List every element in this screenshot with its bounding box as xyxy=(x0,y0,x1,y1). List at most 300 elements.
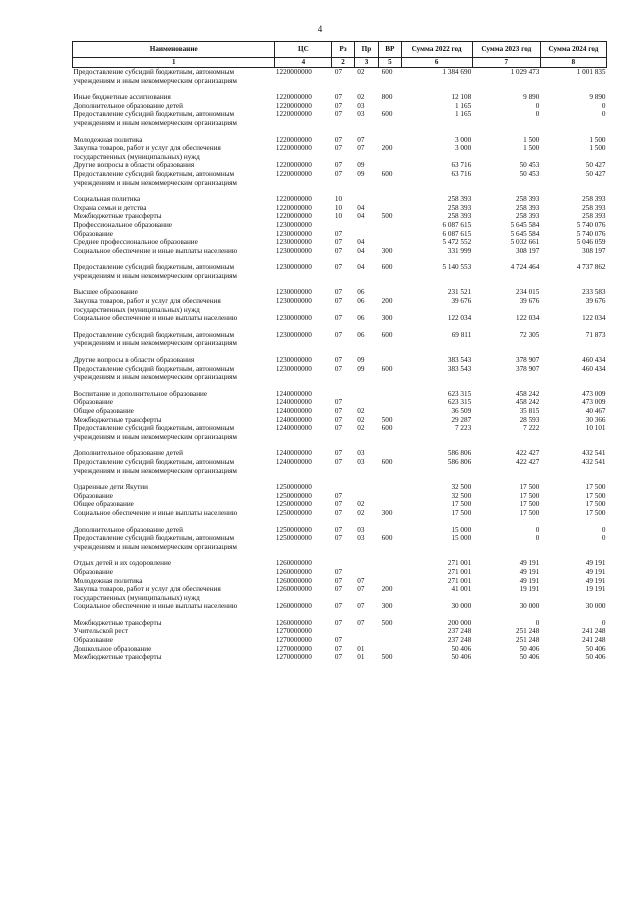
row-rz: 07 xyxy=(334,491,343,500)
row-sum-2024: 0 xyxy=(601,525,606,534)
row-vr: 600 xyxy=(381,169,393,178)
row-sum-2024: 258 393 xyxy=(582,195,606,204)
row-sum-2023: 50 453 xyxy=(519,169,540,178)
row-name: Предоставление субсидий бюджетным, автономным учреждениям и иным некоммерческим организациям xyxy=(73,263,237,280)
row-cs: 1220000000 xyxy=(275,135,312,144)
row-vr: 200 xyxy=(381,144,393,153)
row-rz: 07 xyxy=(334,449,343,458)
row-rz: 07 xyxy=(334,415,343,424)
row-name: Предоставление субсидий бюджетным, автономным учреждениям и иным некоммерческим организациям xyxy=(73,364,237,382)
row-cs: 1220000000 xyxy=(275,169,312,178)
row-cs: 1230000000 xyxy=(275,330,312,339)
row-cs: 1260000000 xyxy=(275,559,312,568)
row-pr xyxy=(354,195,378,204)
row-vr: 600 xyxy=(381,424,393,433)
row-sum-2024: 39 676 xyxy=(585,297,606,306)
row-sum-2022: 32 500 xyxy=(451,483,472,492)
row-rz: 10 xyxy=(334,195,343,204)
row-sum-2022: 1 384 690 xyxy=(442,68,472,76)
row-cs: 1240000000 xyxy=(275,424,312,433)
row-vr xyxy=(379,627,401,636)
row-vr: 600 xyxy=(381,330,393,339)
header-num: 7 xyxy=(472,58,540,68)
spacer-row xyxy=(73,475,607,483)
table-row xyxy=(73,568,607,577)
row-sum-2023: 5 032 661 xyxy=(510,238,540,247)
row-sum-2022: 623 315 xyxy=(447,389,472,398)
row-pr: 02 xyxy=(357,415,365,424)
row-name: Предоставление субсидий бюджетным, автономным учреждениям и иным некоммерческим организациям xyxy=(73,110,237,127)
row-sum-2024: 50 406 xyxy=(585,644,606,653)
row-pr: 06 xyxy=(357,314,365,323)
table-row xyxy=(73,645,607,654)
table-row xyxy=(73,102,607,111)
table-row xyxy=(73,500,607,509)
spacer-row xyxy=(73,187,607,195)
row-sum-2023: 251 248 xyxy=(515,627,540,636)
row-sum-2022: 6 087 615 xyxy=(442,220,472,229)
row-vr xyxy=(379,102,401,111)
row-rz: 07 xyxy=(334,534,343,543)
row-rz: 07 xyxy=(334,238,343,247)
row-cs: 1240000000 xyxy=(275,457,312,466)
row-vr xyxy=(379,161,401,170)
row-sum-2023: 0 xyxy=(535,101,540,110)
table-row xyxy=(73,509,607,518)
row-sum-2024: 1 001 835 xyxy=(576,68,606,76)
spacer-row xyxy=(73,323,607,331)
row-rz: 07 xyxy=(334,68,343,76)
row-sum-2023: 378 907 xyxy=(515,364,540,373)
row-sum-2022: 5 472 552 xyxy=(442,238,472,247)
row-rz: 07 xyxy=(334,229,343,238)
row-pr: 09 xyxy=(357,356,365,365)
row-vr: 600 xyxy=(381,68,393,76)
row-cs: 1240000000 xyxy=(275,415,312,424)
row-sum-2024: 50 427 xyxy=(585,161,606,170)
header-sum-2024: Сумма 2024 год xyxy=(540,42,606,58)
row-vr: 800 xyxy=(381,93,393,102)
row-vr xyxy=(379,398,401,407)
row-pr: 07 xyxy=(357,144,365,153)
row-name: Предоставление субсидий бюджетным, автономным учреждениям и иным некоммерческим организациям xyxy=(73,68,237,85)
row-sum-2024: 460 434 xyxy=(582,364,606,373)
row-cs: 1260000000 xyxy=(275,567,312,576)
row-sum-2023: 49 191 xyxy=(519,576,540,585)
table-body xyxy=(73,68,607,662)
row-sum-2023: 0 xyxy=(535,618,540,627)
row-sum-2024: 50 406 xyxy=(585,653,606,662)
row-sum-2024: 10 101 xyxy=(585,424,606,433)
row-vr xyxy=(379,238,401,247)
row-vr xyxy=(379,221,401,230)
row-vr xyxy=(379,230,401,239)
row-vr: 600 xyxy=(381,263,393,272)
row-sum-2022: 122 034 xyxy=(447,314,472,323)
row-rz: 07 xyxy=(334,424,343,433)
row-pr: 04 xyxy=(357,238,365,247)
spacer-cell xyxy=(73,348,607,356)
table-row xyxy=(73,297,607,314)
row-name: Предоставление субсидий бюджетным, автономным учреждениям и иным некоммерческим организациям xyxy=(73,424,237,441)
row-pr: 03 xyxy=(357,449,365,458)
row-pr: 09 xyxy=(357,169,365,178)
table-row xyxy=(73,68,607,86)
spacer-cell xyxy=(73,611,607,619)
row-pr: 07 xyxy=(357,618,365,627)
row-cs: 1220000000 xyxy=(275,68,312,76)
spacer-cell xyxy=(73,475,607,483)
row-sum-2022: 36 509 xyxy=(451,407,472,415)
spacer-cell xyxy=(73,85,607,93)
spacer-cell xyxy=(73,187,607,195)
table-row xyxy=(73,110,607,127)
row-sum-2024: 49 191 xyxy=(585,567,606,576)
table-row xyxy=(73,585,607,602)
row-name: Закупка товаров, работ и услуг для обеспечения государственных (муниципальных) нужд xyxy=(73,297,221,314)
row-pr xyxy=(354,568,378,577)
row-rz: 07 xyxy=(334,644,343,653)
row-name: Закупка товаров, работ и услуг для обеспечения государственных (муниципальных) нужд xyxy=(73,144,221,161)
row-cs: 1260000000 xyxy=(275,585,312,594)
row-rz: 10 xyxy=(334,212,343,221)
row-pr: 04 xyxy=(357,263,365,272)
row-cs: 1220000000 xyxy=(275,101,312,110)
row-cs: 1240000000 xyxy=(275,389,312,398)
row-sum-2022: 271 001 xyxy=(447,567,472,576)
row-sum-2024: 4 737 862 xyxy=(576,263,606,272)
spacer-row xyxy=(73,441,607,449)
row-rz: 07 xyxy=(334,618,343,627)
table-row xyxy=(73,424,607,441)
spacer-cell xyxy=(73,323,607,331)
row-sum-2022: 69 811 xyxy=(451,330,472,339)
header-vr: ВР xyxy=(379,42,401,58)
row-name: Социальное обеспечение и иные выплаты населению xyxy=(73,246,238,255)
row-cs: 1230000000 xyxy=(275,288,312,297)
row-sum-2022: 1 165 xyxy=(455,101,472,110)
row-name: Воспитание и дополнительное образование xyxy=(73,389,208,398)
header-num: 3 xyxy=(354,58,378,68)
row-pr: 03 xyxy=(357,525,365,534)
row-sum-2024: 258 393 xyxy=(582,203,606,212)
row-rz: 07 xyxy=(334,135,343,144)
row-sum-2022: 586 806 xyxy=(447,449,472,458)
row-cs: 1230000000 xyxy=(275,238,312,247)
row-sum-2022: 258 393 xyxy=(447,212,472,221)
row-name: Межбюджетные трансферты xyxy=(73,653,162,662)
row-pr: 02 xyxy=(357,68,365,76)
header-pr: Пр xyxy=(354,42,378,58)
row-sum-2023: 1 029 473 xyxy=(510,68,540,76)
row-vr: 600 xyxy=(381,364,393,373)
row-name: Межбюджетные трансферты xyxy=(73,415,162,424)
spacer-row xyxy=(73,611,607,619)
row-pr: 03 xyxy=(357,534,365,543)
spacer-cell xyxy=(73,255,607,263)
table-row xyxy=(73,577,607,586)
row-rz: 07 xyxy=(334,398,343,407)
row-vr xyxy=(379,390,401,399)
row-pr: 01 xyxy=(357,653,365,662)
row-name: Дошкольное образование xyxy=(73,644,152,653)
row-rz: 07 xyxy=(334,314,343,323)
row-sum-2022: 258 393 xyxy=(447,203,472,212)
row-sum-2023: 234 015 xyxy=(515,288,540,297)
spacer-row xyxy=(73,128,607,136)
row-name: Дополнительное образование детей xyxy=(73,449,183,458)
row-sum-2023: 1 500 xyxy=(523,144,540,153)
row-rz: 07 xyxy=(334,288,343,297)
row-pr: 07 xyxy=(357,585,365,594)
row-sum-2024: 5 740 076 xyxy=(576,229,606,238)
row-sum-2024: 17 500 xyxy=(585,491,606,500)
table-row xyxy=(73,390,607,399)
row-sum-2024: 17 500 xyxy=(585,500,606,509)
row-vr xyxy=(379,500,401,509)
spacer-row xyxy=(73,85,607,93)
header-sum-2023: Сумма 2023 год xyxy=(472,42,540,58)
row-vr xyxy=(379,136,401,145)
row-sum-2023: 19 191 xyxy=(519,585,540,594)
row-sum-2022: 231 521 xyxy=(447,288,472,297)
spacer-row xyxy=(73,255,607,263)
row-cs: 1220000000 xyxy=(275,110,312,119)
row-sum-2023: 5 645 584 xyxy=(510,229,540,238)
row-cs: 1230000000 xyxy=(275,297,312,306)
row-sum-2024: 0 xyxy=(601,110,606,119)
row-sum-2023: 258 393 xyxy=(515,203,540,212)
spacer-row xyxy=(73,382,607,390)
row-pr: 02 xyxy=(357,407,365,415)
row-name: Учительской рест xyxy=(73,627,129,636)
table-row xyxy=(73,416,607,425)
row-vr xyxy=(379,407,401,416)
row-rz xyxy=(332,221,354,230)
row-sum-2022: 1 165 xyxy=(455,110,472,119)
row-sum-2022: 5 140 553 xyxy=(442,263,472,272)
row-sum-2022: 237 248 xyxy=(447,627,472,636)
row-rz: 07 xyxy=(334,263,343,272)
table-row xyxy=(73,653,607,662)
row-vr xyxy=(379,568,401,577)
row-pr: 07 xyxy=(357,576,365,585)
header-num: 4 xyxy=(275,58,332,68)
spacer-cell xyxy=(73,518,607,526)
row-sum-2022: 17 500 xyxy=(451,508,472,517)
row-pr: 06 xyxy=(357,330,365,339)
row-sum-2023: 258 393 xyxy=(515,195,540,204)
row-sum-2024: 19 191 xyxy=(585,585,606,594)
spacer-cell xyxy=(73,441,607,449)
row-sum-2023: 50 406 xyxy=(519,653,540,662)
row-vr: 500 xyxy=(381,212,393,221)
row-name: Дополнительное образование детей xyxy=(73,101,183,110)
row-sum-2024: 71 873 xyxy=(585,330,606,339)
row-sum-2024: 49 191 xyxy=(585,576,606,585)
row-rz: 07 xyxy=(334,636,343,645)
row-sum-2024: 308 197 xyxy=(582,246,606,255)
row-pr xyxy=(354,221,378,230)
row-pr xyxy=(354,627,378,636)
row-cs: 1220000000 xyxy=(275,212,312,221)
row-sum-2024: 241 248 xyxy=(582,636,606,645)
row-vr: 600 xyxy=(381,534,393,543)
row-vr xyxy=(379,483,401,492)
row-sum-2023: 50 453 xyxy=(519,161,540,170)
row-rz: 07 xyxy=(334,330,343,339)
table-row xyxy=(73,288,607,297)
row-cs: 1250000000 xyxy=(275,500,312,509)
table-row xyxy=(73,534,607,551)
row-sum-2023: 0 xyxy=(535,525,540,534)
row-pr: 02 xyxy=(357,93,365,102)
table-row xyxy=(73,144,607,161)
row-sum-2023: 0 xyxy=(535,534,540,543)
row-pr: 07 xyxy=(357,602,365,611)
row-rz: 07 xyxy=(334,653,343,662)
row-rz: 07 xyxy=(334,110,343,119)
row-sum-2024: 258 393 xyxy=(582,212,606,221)
row-cs: 1230000000 xyxy=(275,220,312,229)
row-sum-2022: 3 000 xyxy=(455,144,472,153)
row-vr: 200 xyxy=(381,585,393,594)
row-name: Высшее образование xyxy=(73,288,138,297)
table-row xyxy=(73,331,607,348)
row-vr xyxy=(379,492,401,501)
row-pr: 04 xyxy=(357,212,365,221)
table-row xyxy=(73,314,607,323)
spacer-row xyxy=(73,280,607,288)
table-row xyxy=(73,636,607,645)
row-pr: 01 xyxy=(357,644,365,653)
row-vr: 300 xyxy=(381,602,393,611)
table-row xyxy=(73,559,607,568)
row-sum-2023: 17 500 xyxy=(519,483,540,492)
row-sum-2024: 50 427 xyxy=(585,169,606,178)
row-sum-2024: 122 034 xyxy=(582,314,606,323)
row-sum-2023: 50 406 xyxy=(519,644,540,653)
row-name: Социальное обеспечение и иные выплаты населению xyxy=(73,314,238,323)
row-pr: 09 xyxy=(357,364,365,373)
row-sum-2022: 200 000 xyxy=(447,618,472,627)
row-sum-2024: 17 500 xyxy=(585,508,606,517)
header-num: 1 xyxy=(73,58,275,68)
row-name: Образование xyxy=(73,636,113,645)
row-rz: 07 xyxy=(334,246,343,255)
row-sum-2024: 473 009 xyxy=(582,389,606,398)
row-name: Межбюджетные трансферты xyxy=(73,618,162,627)
row-vr xyxy=(379,449,401,458)
row-name: Молодежная политика xyxy=(73,576,143,585)
row-name: Образование xyxy=(73,398,113,407)
row-cs: 1240000000 xyxy=(275,407,312,415)
row-name: Другие вопросы в области образования xyxy=(73,161,195,170)
row-cs: 1230000000 xyxy=(275,314,312,323)
row-rz: 07 xyxy=(334,525,343,534)
spacer-row xyxy=(73,551,607,559)
row-vr: 300 xyxy=(381,314,393,323)
row-pr: 04 xyxy=(357,203,365,212)
row-sum-2023: 308 197 xyxy=(515,246,540,255)
row-rz: 07 xyxy=(334,407,343,415)
row-vr xyxy=(379,636,401,645)
row-rz: 07 xyxy=(334,457,343,466)
row-sum-2022: 6 087 615 xyxy=(442,229,472,238)
table-row xyxy=(73,212,607,221)
row-vr: 300 xyxy=(381,508,393,517)
row-sum-2023: 122 034 xyxy=(515,314,540,323)
row-sum-2024: 1 500 xyxy=(589,135,606,144)
row-rz: 07 xyxy=(334,144,343,153)
table-row xyxy=(73,483,607,492)
row-cs: 1250000000 xyxy=(275,483,312,492)
row-cs: 1240000000 xyxy=(275,449,312,458)
row-sum-2023: 72 305 xyxy=(519,330,540,339)
table-row xyxy=(73,247,607,256)
row-sum-2022: 32 500 xyxy=(451,491,472,500)
row-sum-2024: 0 xyxy=(601,101,606,110)
row-pr xyxy=(354,390,378,399)
row-pr: 07 xyxy=(357,135,365,144)
table-row xyxy=(73,136,607,145)
row-pr: 03 xyxy=(357,101,365,110)
row-cs: 1260000000 xyxy=(275,618,312,627)
row-sum-2023: 0 xyxy=(535,110,540,119)
row-sum-2024: 233 583 xyxy=(582,288,606,297)
row-rz: 07 xyxy=(334,169,343,178)
row-sum-2022: 50 406 xyxy=(451,653,472,662)
row-vr: 500 xyxy=(381,618,393,627)
row-sum-2024: 241 248 xyxy=(582,627,606,636)
row-name: Среднее профессиональное образование xyxy=(73,238,198,247)
row-cs: 1230000000 xyxy=(275,263,312,272)
table-row xyxy=(73,230,607,239)
row-rz: 07 xyxy=(334,576,343,585)
row-sum-2024: 5 046 059 xyxy=(576,238,606,247)
table-row xyxy=(73,407,607,416)
header-name: Наименование xyxy=(73,42,275,58)
row-cs: 1230000000 xyxy=(275,246,312,255)
row-name: Закупка товаров, работ и услуг для обеспечения государственных (муниципальных) нужд xyxy=(73,585,221,602)
row-rz xyxy=(332,627,354,636)
row-sum-2023: 251 248 xyxy=(515,636,540,645)
row-vr: 200 xyxy=(381,297,393,306)
row-name: Образование xyxy=(73,491,113,500)
row-rz: 07 xyxy=(334,602,343,611)
row-sum-2023: 458 242 xyxy=(515,389,540,398)
table-row xyxy=(73,602,607,611)
table-row xyxy=(73,161,607,170)
row-sum-2024: 432 541 xyxy=(582,449,606,458)
row-sum-2023: 7 222 xyxy=(523,424,540,433)
row-pr: 02 xyxy=(357,508,365,517)
row-name: Отдых детей и их оздоровление xyxy=(73,559,172,568)
table-row xyxy=(73,458,607,475)
row-name: Иные бюджетные ассигнования xyxy=(73,93,171,102)
row-cs: 1270000000 xyxy=(275,627,312,636)
row-sum-2022: 15 000 xyxy=(451,534,472,543)
row-rz: 07 xyxy=(334,356,343,365)
table-row xyxy=(73,627,607,636)
spacer-cell xyxy=(73,382,607,390)
table-row xyxy=(73,93,607,102)
header-row xyxy=(73,42,607,58)
row-vr: 600 xyxy=(381,110,393,119)
row-sum-2024: 0 xyxy=(601,534,606,543)
row-cs: 1220000000 xyxy=(275,93,312,102)
row-pr: 09 xyxy=(357,161,365,170)
